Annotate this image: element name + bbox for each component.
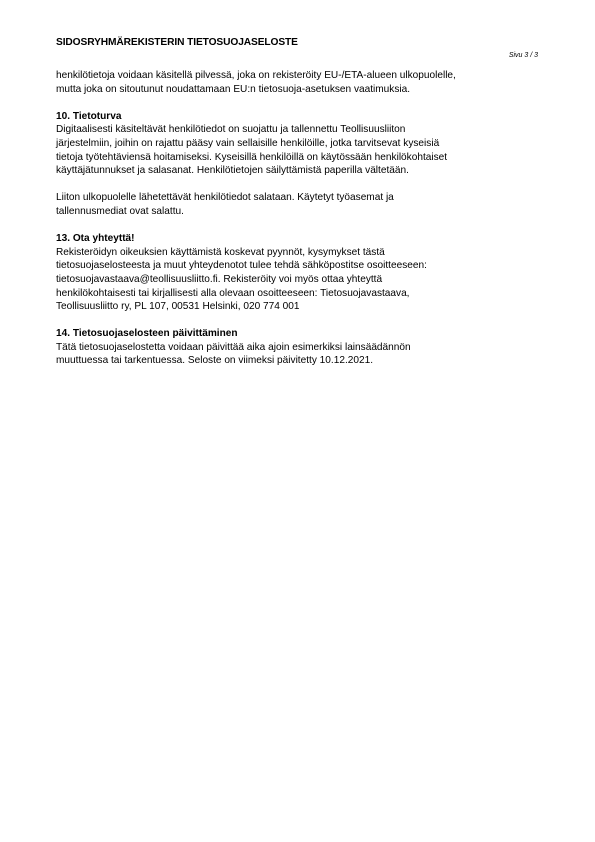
document-title: SIDOSRYHMÄREKISTERIN TIETOSUOJASELOSTE	[56, 37, 298, 48]
text-line: käyttäjätunnukset ja salasanat. Henkilötietojen säilyttämistä paperilla vältetään.	[56, 165, 409, 177]
section-tietoturva	[56, 110, 546, 219]
text-line: muuttuessa tai tarkentuessa. Seloste on viimeksi päivitetty 10.12.2021.	[56, 355, 374, 367]
section-ota-yhteytta	[56, 232, 546, 314]
section-paivittaminen	[56, 327, 546, 368]
text-line: Digitaalisesti käsiteltävät henkilötiedot on suojattu ja tallennettu Teollisuusliiton	[56, 124, 406, 136]
text-line: mutta joka on sitoutunut noudattamaan EU:n tietosuoja-asetuksen vaatimuksia.	[56, 83, 411, 95]
section-paragraph	[56, 123, 546, 177]
text-line: tietoja työtehtäviensä hoitamiseksi. Kyseisillä henkilöillä on käytössään henkilökohtaiset	[56, 151, 448, 163]
text-line: tallennusmediat ovat salattu.	[56, 205, 184, 217]
intro-paragraph	[56, 69, 546, 96]
text-line: Tätä tietosuojaselostetta voidaan päivittää aika ajoin esimerkiksi lainsäädännön	[56, 341, 411, 353]
section-heading: 13. Ota yhteyttä!	[56, 233, 135, 245]
section-paragraph	[56, 246, 546, 314]
section-heading: 14. Tietosuojaselosteen päivittäminen	[56, 328, 238, 340]
text-line: Liiton ulkopuolelle lähetettävät henkilötiedot salataan. Käytetyt työasemat ja	[56, 192, 394, 204]
section-paragraph	[56, 191, 546, 218]
text-line: tietosuojavastaava@teollisuusliitto.fi. Rekisteröity voi myös ottaa yhteyttä	[56, 273, 383, 285]
text-line: järjestelmiin, joihin on rajattu pääsy vain sellaisille henkilöille, jotka tarvitsevat kyseisiä	[56, 137, 440, 149]
document-body	[56, 69, 546, 382]
section-paragraph	[56, 341, 546, 368]
text-line: henkilökohtaisesti tai kirjallisesti alla olevaan osoitteeseen: Tietosuojavastaava,	[56, 287, 410, 299]
text-line: henkilötietoja voidaan käsitellä pilvessä, joka on rekisteröity EU-/ETA-alueen ulkopuolelle,	[56, 70, 456, 81]
page-number: Sivu 3 / 3	[508, 52, 538, 59]
text-line: Rekisteröidyn oikeuksien käyttämistä koskevat pyynnöt, kysymykset tästä	[56, 246, 385, 258]
section-heading: 10. Tietoturva	[56, 110, 122, 122]
text-line: Teollisuusliitto ry, PL 107, 00531 Helsinki, 020 774 001	[56, 301, 300, 313]
text-line: tietosuojaselosteesta ja muut yhteydenotot tulee tehdä sähköpostitse osoitteeseen:	[56, 260, 427, 272]
